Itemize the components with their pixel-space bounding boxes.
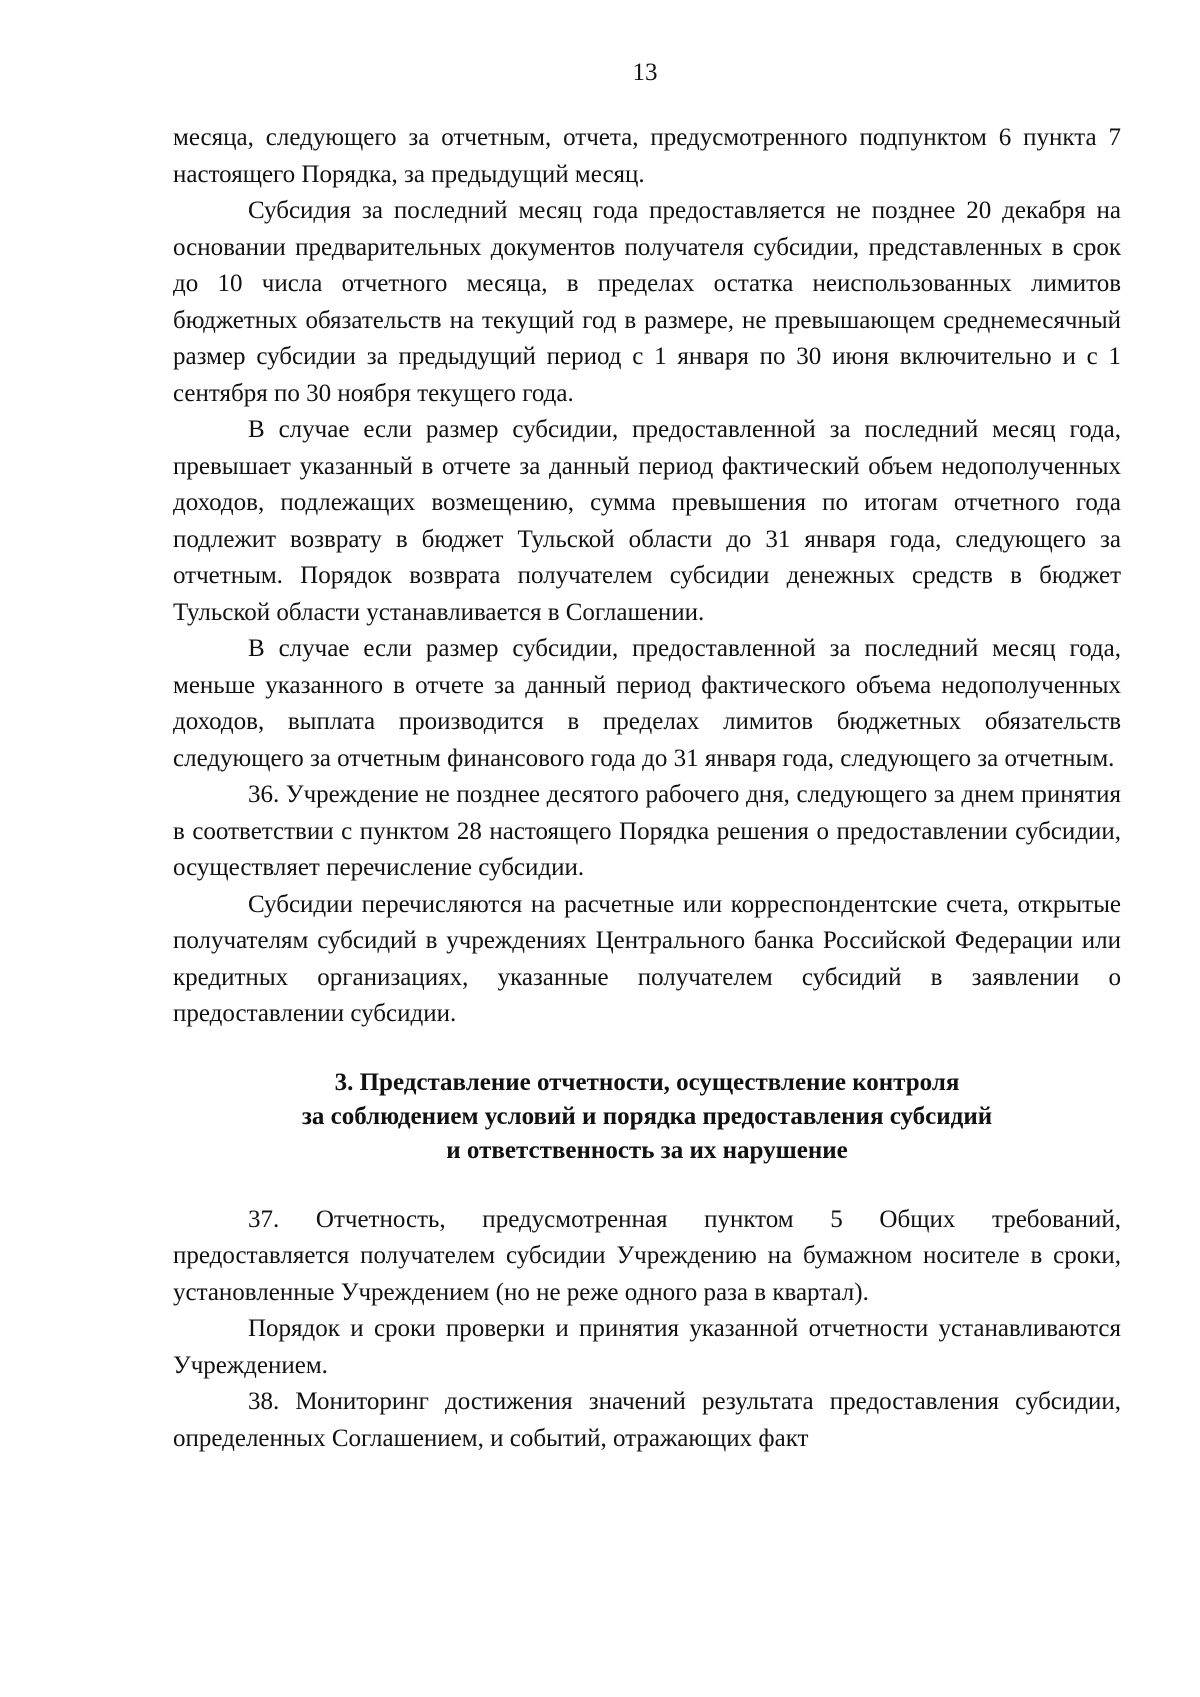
paragraph-item-36: 36. Учреждение не позднее десятого рабочего дня, следующего за днем принятия в соответствии с пунктом 28 настоящего Порядка решения о предоставлении субсидии, осуществляет перечисление субсидии. xyxy=(173,781,1121,881)
paragraph-continuation: месяца, следующего за отчетным, отчета, предусмотренного подпунктом 6 пункта 7 настоящего Порядка, за предыдущий месяц. xyxy=(173,124,1121,188)
paragraph-reporting-check: Порядок и сроки проверки и принятия указанной отчетности устанавливаются Учреждением. xyxy=(173,1315,1121,1379)
section-heading-line-3: и ответственность за их нарушение xyxy=(446,1136,848,1164)
paragraph-item-38: 38. Мониторинг достижения значений результата предоставления субсидии, определенных Соглашением, и событий, отражающих факт xyxy=(173,1388,1121,1452)
section-heading xyxy=(173,1066,1121,1168)
paragraph-subsidy-shortfall: В случае если размер субсидии, предоставленной за последний месяц года, меньше указанного в отчете за данный период фактического объема недополученных доходов, выплата производится в пределах лимитов бюджетных обязательств следующего за отчетным финансового года до 31 января года, следующего за отчетным. xyxy=(173,635,1121,772)
page-number: 13 xyxy=(632,59,658,86)
paragraph-item-37: 37. Отчетность, предусмотренная пунктом 5 Общих требований, предоставляется получателем субсидии Учреждению на бумажном носителе в сроки, установленные Учреждением (но не реже одного раза в квартал). xyxy=(173,1205,1121,1306)
document-body xyxy=(173,120,1121,1457)
paragraph-subsidy-transfer: Субсидии перечисляются на расчетные или корреспондентские счета, открытые получателям субсидий в учреждениях Центрального банка Российской Федерации или кредитных организациях, указанные получателем субсидий в заявлении о предоставлении субсидии. xyxy=(173,890,1121,1027)
section-heading-line-2: за соблюдением условий и порядка предоставления субсидий xyxy=(301,1102,993,1130)
paragraph-subsidy-excess: В случае если размер субсидии, предоставленной за последний месяц года, превышает указанный в отчете за данный период фактический объем недополученных доходов, подлежащих возмещению, сумма превышения по итогам отчетного года подлежит возврату в бюджет Тульской области до 31 января года, следующего за отчетным. Порядок возврата получателем субсидии денежных средств в бюджет Тульской области устанавливается в Соглашении. xyxy=(173,416,1121,626)
section-heading-line-1: 3. Представление отчетности, осуществление контроля xyxy=(334,1068,960,1096)
paragraph-subsidy-last-month: Субсидия за последний месяц года предоставляется не позднее 20 декабря на основании предварительных документов получателя субсидии, представленных в срок до 10 числа отчетного месяца, в пределах остатка неиспользованных лимитов бюджетных обязательств на текущий год в размере, не превышающем среднемесячный размер субсидии за предыдущий период с 1 января по 30 июня включительно и с 1 сентября по 30 ноября текущего года. xyxy=(173,197,1121,407)
